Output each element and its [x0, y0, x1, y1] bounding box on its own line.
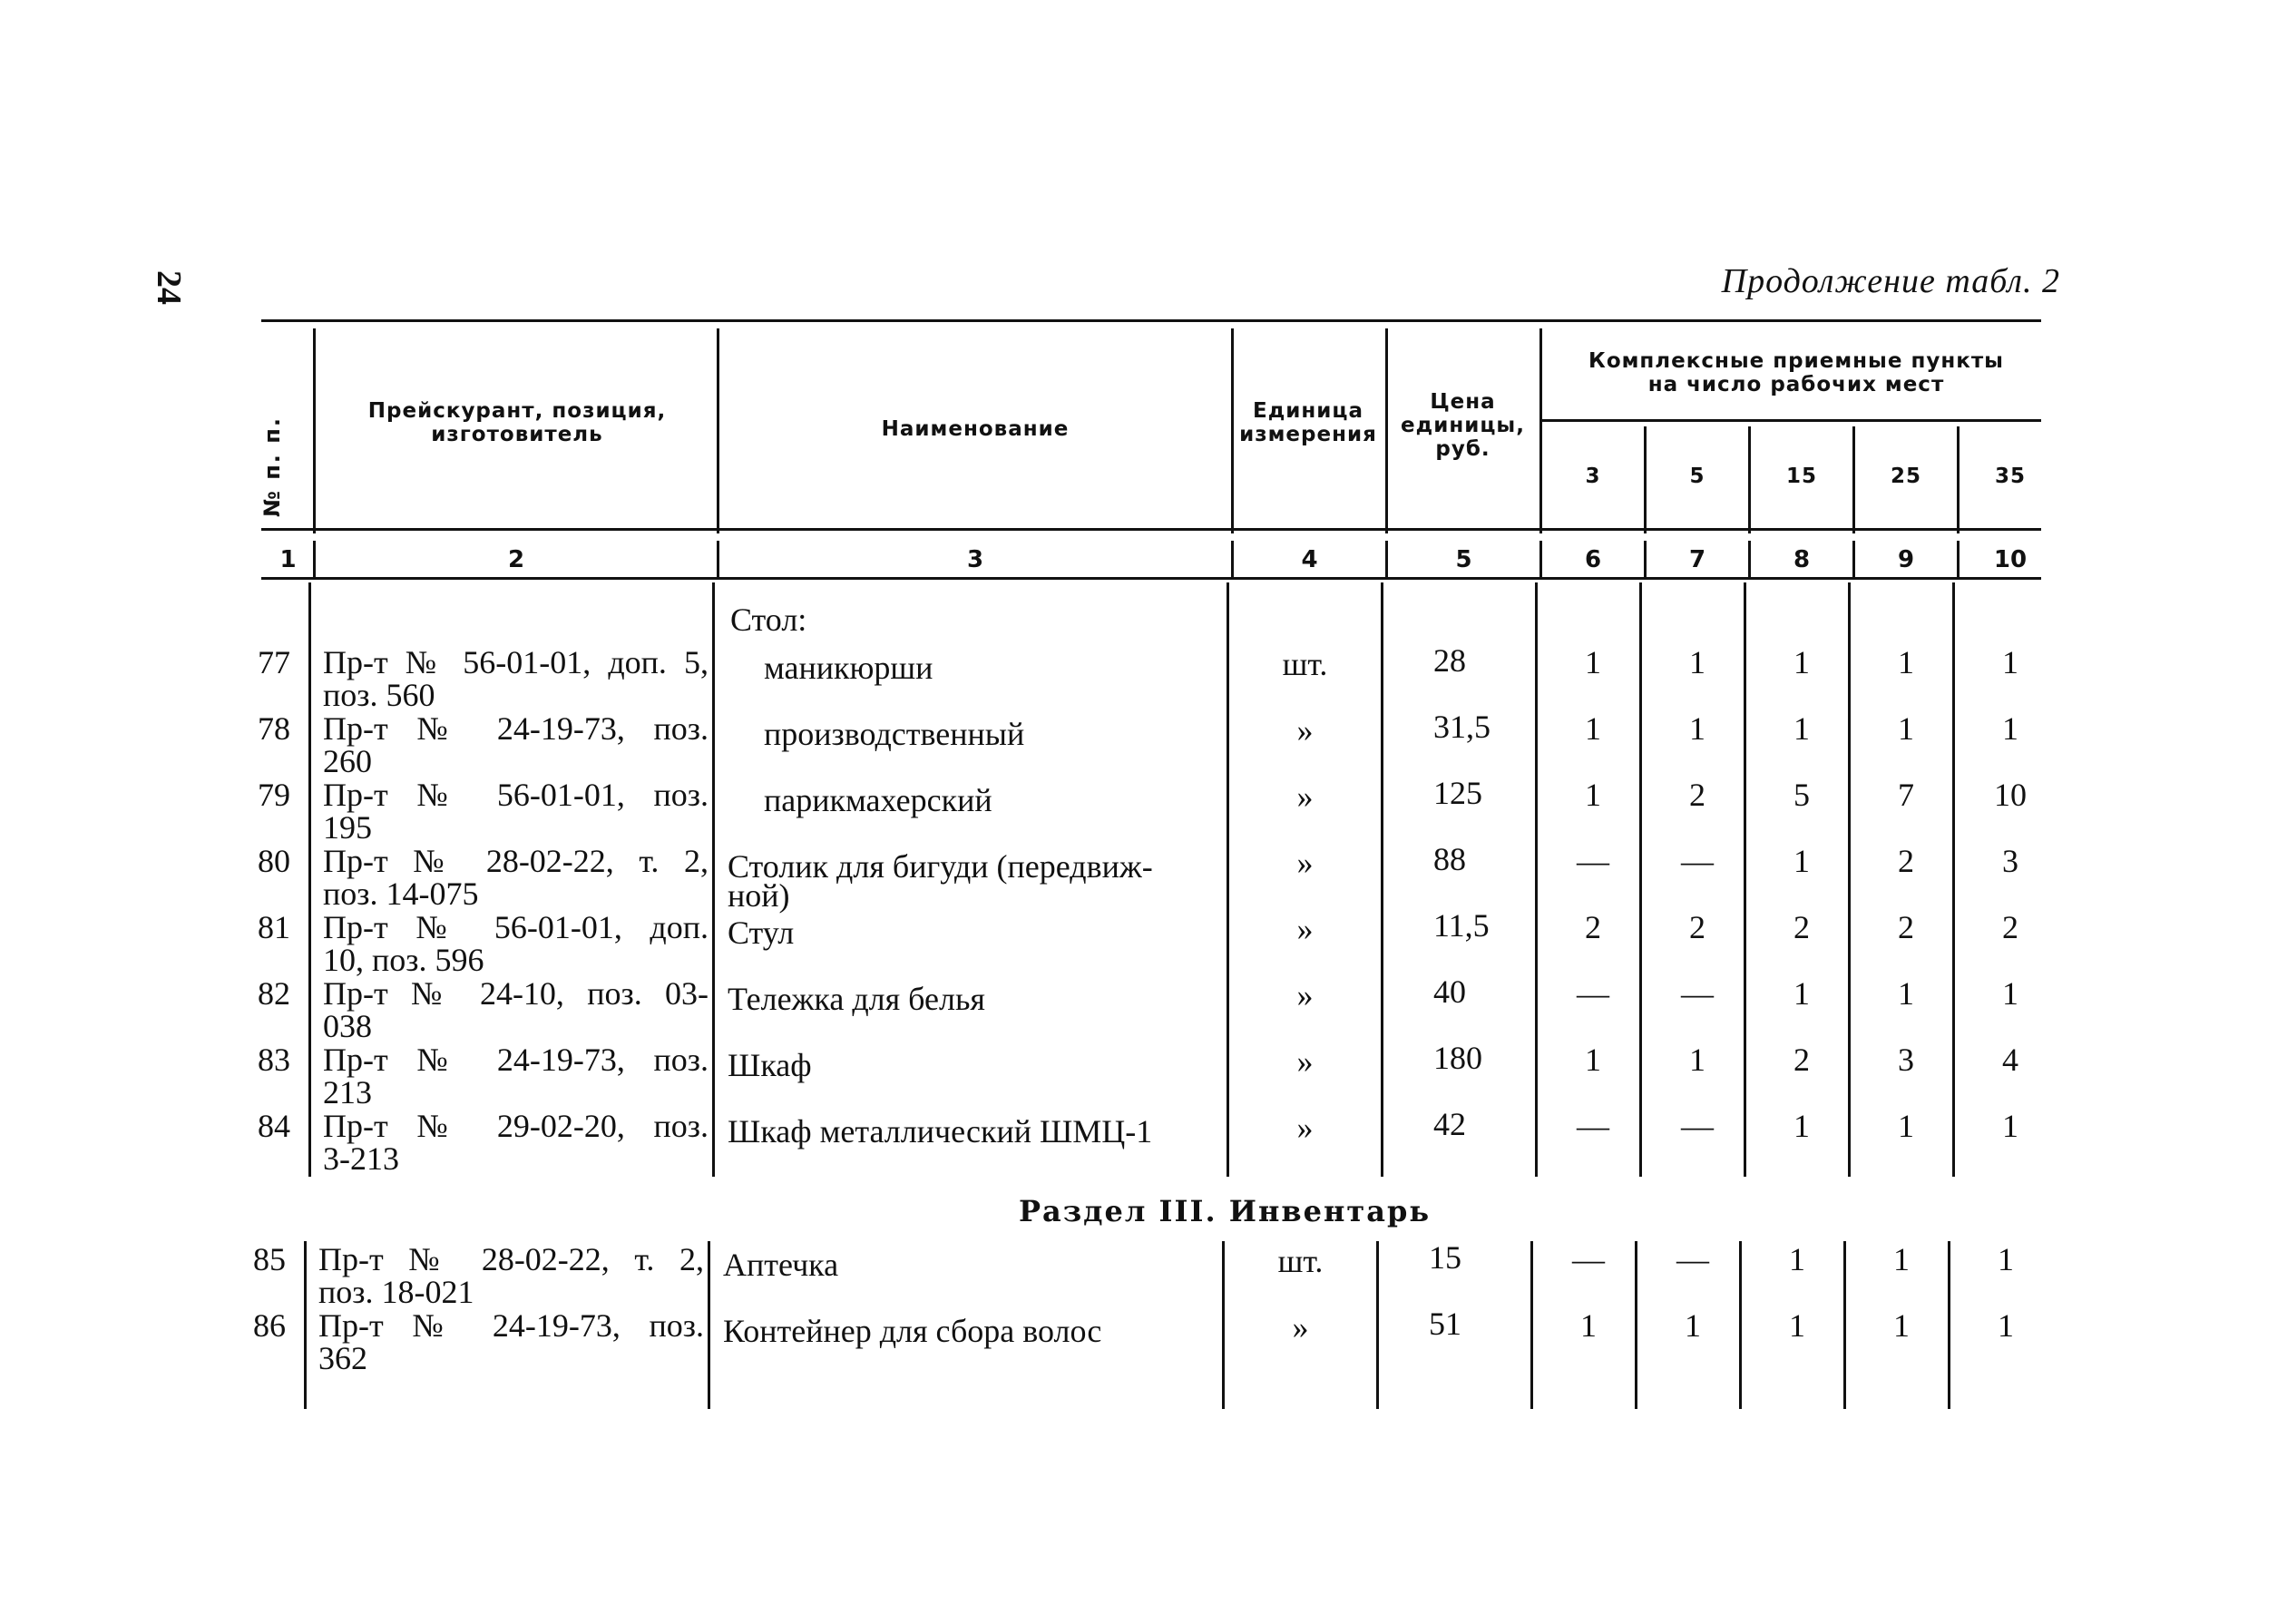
row-source: Пр-т № 24-10, поз. 03- — [323, 975, 709, 1012]
header-divider — [313, 328, 316, 533]
body-divider — [1376, 1241, 1379, 1409]
header-sub: 15 — [1785, 465, 1817, 488]
row-unit: » — [1296, 712, 1314, 748]
header-divider — [717, 328, 719, 533]
colnum: 4 — [1301, 546, 1318, 573]
body-divider — [708, 1241, 710, 1409]
header-sub: 5 — [1689, 465, 1705, 488]
row-unit: » — [1292, 1309, 1309, 1345]
row-value: 2 — [1898, 843, 1914, 879]
row-value: 7 — [1898, 777, 1914, 813]
row-source-cont: поз. 560 — [323, 677, 435, 713]
row-unit: шт. — [1282, 646, 1328, 682]
row-price: 40 — [1433, 973, 1466, 1010]
row-number: 82 — [258, 975, 290, 1012]
row-value: 1 — [1585, 710, 1601, 747]
row-value: 3 — [2002, 843, 2018, 879]
row-name: Шкаф металлический ШМЦ-1 — [728, 1113, 1153, 1150]
row-price: 51 — [1429, 1306, 1461, 1342]
row-value: 1 — [1793, 843, 1810, 879]
row-number: 84 — [258, 1108, 290, 1144]
header-bottom-rule — [261, 528, 2041, 531]
row-unit: » — [1296, 845, 1314, 881]
row-value: — — [1676, 1241, 1709, 1277]
body-divider — [712, 582, 715, 1177]
row-value: 4 — [2002, 1042, 2018, 1078]
row-value: 1 — [2002, 644, 2018, 680]
row-price: 180 — [1433, 1040, 1482, 1076]
colnum: 7 — [1688, 546, 1706, 573]
colnum: 6 — [1584, 546, 1602, 573]
row-price: 28 — [1433, 642, 1466, 679]
colnum: 9 — [1897, 546, 1915, 573]
header-group: Комплексные приемные пункты на число рабочих мест — [1588, 349, 2004, 396]
row-value: 2 — [1898, 909, 1914, 945]
row-source: Пр-т № 24-19-73, поз. — [323, 710, 709, 747]
subheading: Стол: — [730, 602, 807, 638]
row-value: 1 — [1898, 975, 1914, 1012]
row-value: — — [1681, 843, 1714, 879]
row-value: 2 — [2002, 909, 2018, 945]
row-source: Пр-т № 28-02-22, т. 2, — [318, 1241, 704, 1277]
row-unit: » — [1296, 911, 1314, 947]
row-value: 1 — [1998, 1307, 2014, 1344]
row-source-cont: поз. 18-021 — [318, 1274, 474, 1310]
row-unit: » — [1296, 778, 1314, 815]
row-number: 83 — [258, 1042, 290, 1078]
row-name-cont: ной) — [728, 877, 790, 914]
row-source: Пр-т № 24-19-73, поз. — [318, 1307, 704, 1344]
top-rule — [261, 319, 2041, 322]
row-value: 2 — [1793, 909, 1810, 945]
row-source: Пр-т № 56-01-01, доп. 5, — [323, 644, 709, 680]
row-number: 86 — [253, 1307, 286, 1344]
row-value: 2 — [1793, 1042, 1810, 1078]
row-number: 80 — [258, 843, 290, 879]
header-num: № п. п. — [259, 416, 285, 517]
row-value: 1 — [1898, 1108, 1914, 1144]
row-name: Шкаф — [728, 1047, 812, 1083]
row-source-cont: 3-213 — [323, 1140, 399, 1177]
row-value: 1 — [1789, 1241, 1805, 1277]
row-source-cont: 213 — [323, 1074, 372, 1110]
body-divider — [1535, 582, 1538, 1177]
row-value: 1 — [2002, 975, 2018, 1012]
header-sub: 25 — [1890, 465, 1921, 488]
row-value: 5 — [1793, 777, 1810, 813]
header-divider — [1385, 328, 1388, 533]
row-price: 31,5 — [1433, 709, 1490, 745]
body-divider — [1530, 1241, 1533, 1409]
header-price: Цена единицы, руб. — [1401, 390, 1525, 461]
body-divider — [308, 582, 311, 1177]
row-source: Пр-т № 24-19-73, поз. — [323, 1042, 709, 1078]
row-value: — — [1577, 975, 1609, 1012]
row-value: 3 — [1898, 1042, 1914, 1078]
row-number: 85 — [253, 1241, 286, 1277]
row-value: — — [1681, 975, 1714, 1012]
row-value: 1 — [1585, 777, 1601, 813]
row-value: 1 — [1793, 710, 1810, 747]
colnum-bottom-rule — [261, 577, 2041, 580]
row-value: 1 — [1585, 644, 1601, 680]
row-value: 1 — [1893, 1241, 1910, 1277]
row-name: Контейнер для сбора волос — [723, 1313, 1102, 1349]
row-source-cont: 038 — [323, 1008, 372, 1044]
row-unit: шт. — [1277, 1243, 1324, 1279]
row-number: 81 — [258, 909, 290, 945]
header-divider — [1539, 328, 1542, 533]
row-value: 1 — [1793, 975, 1810, 1012]
colnum: 8 — [1793, 546, 1811, 573]
row-value: 1 — [1789, 1307, 1805, 1344]
header-unit: Единица измерения — [1239, 399, 1377, 446]
row-source-cont: 10, поз. 596 — [323, 942, 484, 978]
row-number: 79 — [258, 777, 290, 813]
row-value: 2 — [1689, 777, 1705, 813]
row-value: — — [1681, 1108, 1714, 1144]
body-divider — [1381, 582, 1383, 1177]
row-value: 1 — [1585, 1042, 1601, 1078]
row-source: Пр-т № 56-01-01, доп. — [323, 909, 709, 945]
row-number: 78 — [258, 710, 290, 747]
row-value: — — [1572, 1241, 1605, 1277]
colnum: 10 — [1993, 546, 2028, 573]
colnum: 1 — [279, 546, 297, 573]
row-value: 1 — [1580, 1307, 1597, 1344]
group-rule — [1542, 419, 2041, 422]
row-value: 1 — [1893, 1307, 1910, 1344]
row-name: Тележка для белья — [728, 981, 985, 1017]
row-source-cont: 195 — [323, 809, 372, 846]
row-value: 1 — [1793, 644, 1810, 680]
row-price: 88 — [1433, 841, 1466, 877]
row-name: маникюрши — [764, 650, 933, 686]
row-value: 1 — [1689, 710, 1705, 747]
continuation-caption: Продолжение табл. 2 — [1721, 262, 2060, 300]
header-name: Наименование — [881, 417, 1070, 441]
row-price: 15 — [1429, 1239, 1461, 1276]
row-price: 11,5 — [1433, 907, 1490, 944]
row-value: 1 — [1898, 644, 1914, 680]
row-value: 1 — [1998, 1241, 2014, 1277]
row-price: 125 — [1433, 775, 1482, 811]
header-sub: 35 — [1994, 465, 2026, 488]
body-divider — [304, 1241, 307, 1409]
row-name: Стул — [728, 915, 795, 951]
colnum: 3 — [966, 546, 984, 573]
row-number: 77 — [258, 644, 290, 680]
header-divider — [1231, 328, 1234, 533]
row-unit: » — [1296, 977, 1314, 1013]
header-source: Прейскурант, позиция, изготовитель — [367, 399, 667, 446]
row-source-cont: 260 — [323, 743, 372, 779]
header-sub: 3 — [1585, 465, 1601, 488]
row-value: 1 — [1689, 644, 1705, 680]
row-name: Столик для бигуди (передвиж- — [728, 848, 1153, 885]
row-source: Пр-т № 56-01-01, поз. — [323, 777, 709, 813]
row-value: 1 — [1898, 710, 1914, 747]
row-value: 1 — [1689, 1042, 1705, 1078]
page-number: 24 — [150, 270, 188, 305]
row-name: парикмахерский — [764, 782, 992, 818]
colnum: 5 — [1455, 546, 1472, 573]
row-value: 10 — [1994, 777, 2027, 813]
row-value: 1 — [1685, 1307, 1701, 1344]
row-source: Пр-т № 29-02-20, поз. — [323, 1108, 709, 1144]
row-name: Аптечка — [723, 1247, 839, 1283]
row-value: 1 — [2002, 1108, 2018, 1144]
colnum: 2 — [507, 546, 525, 573]
row-value: 2 — [1689, 909, 1705, 945]
row-unit: » — [1296, 1110, 1314, 1146]
row-value: 1 — [2002, 710, 2018, 747]
row-value: — — [1577, 843, 1609, 879]
section-title: Раздел III. Инвентарь — [1018, 1194, 1432, 1228]
row-value: 2 — [1585, 909, 1601, 945]
row-price: 42 — [1433, 1106, 1466, 1142]
row-value: — — [1577, 1108, 1609, 1144]
row-name: производственный — [764, 716, 1025, 752]
row-source-cont: 362 — [318, 1340, 367, 1376]
row-value: 1 — [1793, 1108, 1810, 1144]
row-source: Пр-т № 28-02-22, т. 2, — [323, 843, 709, 879]
row-unit: » — [1296, 1043, 1314, 1080]
row-source-cont: поз. 14-075 — [323, 876, 479, 912]
